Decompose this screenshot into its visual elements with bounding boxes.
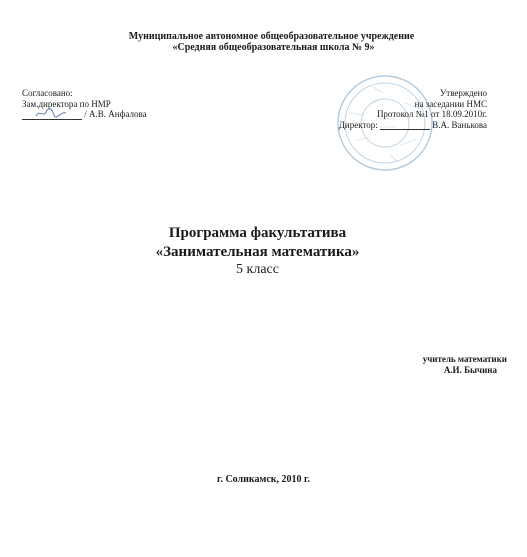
- org-name-line2: «Средняя общеобразовательная школа № 9»: [172, 42, 375, 53]
- handwritten-signature-icon: [34, 107, 68, 119]
- course-name: «Занимательная математика»: [155, 244, 360, 260]
- program-title: Программа факультатива: [168, 225, 347, 241]
- approval-left-name: / А.В. Анфалова: [84, 109, 147, 119]
- approval-left: [22, 88, 147, 120]
- approval-left-signature-row: [22, 109, 147, 120]
- grade-label: 5 класс: [236, 262, 279, 277]
- approval-right-heading: Утверждено: [439, 88, 487, 98]
- approval-right-director-row: [339, 120, 487, 131]
- approval-left-position: Зам.директора по НМР: [22, 98, 111, 109]
- director-signature-line: [380, 120, 430, 130]
- approval-right-meeting: на заседании НМС: [414, 98, 487, 109]
- city-year: г. Соликамск, 2010 г.: [217, 474, 310, 485]
- approval-left-heading: Согласовано:: [22, 88, 73, 98]
- teacher-name: А.И. Бычина: [443, 365, 497, 375]
- approval-right: [339, 88, 487, 130]
- teacher-position: учитель математики: [422, 354, 507, 364]
- org-name-line1: Муниципальное автономное общеобразовательное учреждение: [128, 31, 415, 42]
- signature-line: [22, 110, 82, 120]
- director-label: Директор:: [338, 119, 378, 130]
- director-name: В.А. Ванькова: [432, 119, 487, 130]
- approval-right-protocol: Протокол №1 от 18.09.2010г.: [376, 109, 487, 119]
